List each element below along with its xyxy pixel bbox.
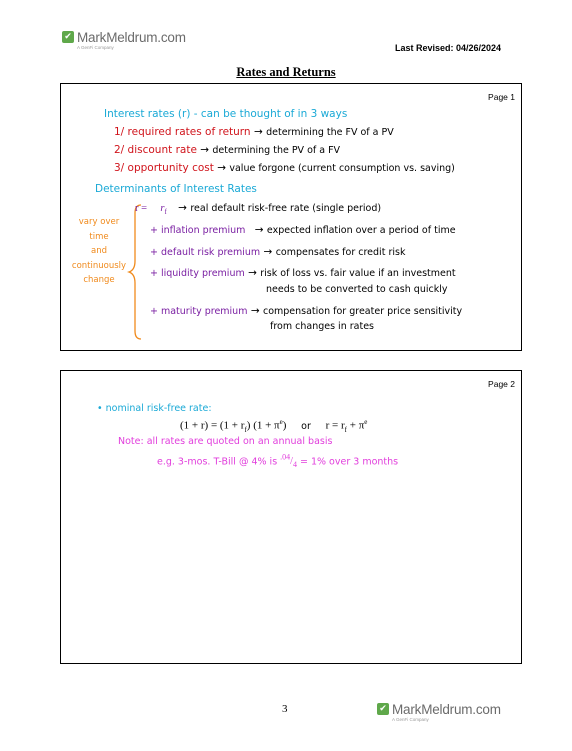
nominal-rate-bullet: • nominal risk-free rate: [97,403,212,414]
way-desc: value forgone (current consumption vs. saving) [229,163,455,174]
side-note-line: and [91,246,107,256]
side-note-line: vary over [78,217,120,227]
checkmark-icon: ✔ [62,31,74,43]
side-note-line: continuously [71,260,127,271]
fraction-denominator: 4 [292,460,297,470]
r-equals: r = [135,203,148,214]
heading-text: Interest rates (r) - can be thought of in 3 ways [104,108,348,120]
rf-desc: real default risk-free rate (single period) [190,203,382,214]
page-label: Page 1 [488,92,515,102]
formula-part: + π [347,419,365,432]
logo-text: MarkMeldrum.com [392,702,501,717]
page-label: Page 2 [488,379,515,389]
formula-part: ) [282,419,287,432]
arrow-icon: → [200,144,210,156]
tbill-example [157,453,398,469]
or-text: or [301,420,311,432]
brace-icon [127,203,147,341]
premium-default [150,246,405,258]
premium-label: + maturity premium [150,306,248,317]
formula-sub: f [244,425,247,434]
rf-symbol [160,203,167,217]
arrow-icon: → [254,224,264,236]
way-label: 3/ opportunity cost [114,162,214,174]
way-label: 2/ discount rate [114,144,197,156]
premium-label: + default risk premium [150,247,261,258]
checkmark-icon: ✔ [377,703,389,715]
way-1 [114,126,394,138]
arrow-icon: → [178,202,187,214]
side-note [63,215,135,288]
way-desc: determining the PV of a FV [212,145,341,156]
premium-maturity-cont: from changes in rates [270,321,374,332]
formula-sup: e [364,418,368,426]
formula-sup: e [279,418,283,426]
way-desc: determining the FV of a PV [266,127,394,138]
way-label: 1/ required rates of return [114,126,251,138]
fraction-numerator: .04 [280,453,291,462]
nominal-rate-formula [180,418,367,434]
arrow-icon: → [248,267,257,279]
premium-desc: risk of loss vs. fair value if an investment [260,268,456,279]
logo-subtitle: A GenFi Company [77,45,114,50]
premium-desc: compensation for greater price sensitivity [262,306,463,317]
interest-rates-heading [104,108,347,120]
premium-liquidity-cont: needs to be converted to cash quickly [266,284,448,295]
premium-liquidity [150,267,456,279]
rf-letter: r [160,203,165,214]
annual-basis-note: Note: all rates are quoted on an annual basis [118,436,333,447]
slide-page-2 [60,370,522,664]
arrow-icon: → [253,126,263,138]
logo-text: MarkMeldrum.com [77,30,186,45]
premium-label: + liquidity premium [150,268,245,279]
document-title: Rates and Returns [236,65,336,79]
slide-page-1 [60,83,522,351]
last-revised: Last Revised: 04/26/2024 [395,43,502,53]
premium-maturity [150,305,462,317]
rf-sub: f [164,208,167,217]
side-note-line: time [89,231,109,242]
formula-part: ) (1 + π [246,419,280,432]
premium-desc: expected inflation over a period of time [266,225,456,236]
determinants-heading: Determinants of Interest Rates [95,183,257,195]
formula-part: r = r [325,419,345,432]
page-number: 3 [282,703,288,715]
premium-desc: compensates for credit risk [275,247,406,258]
premium-inflation [150,224,456,236]
formula-part: (1 + r) = (1 + r [180,419,245,432]
formula-sub: f [344,425,347,434]
example-post: = 1% over 3 months [299,456,399,468]
example-fraction: $^{.04}/_4$ [280,453,297,470]
way-3 [114,162,455,174]
arrow-icon: → [263,246,273,258]
footer-logo [377,702,501,722]
way-2 [114,144,340,156]
risk-free-row [135,202,381,216]
arrow-icon: → [217,162,227,174]
side-note-line: change [83,275,115,285]
premium-label: + inflation premium [150,225,246,236]
arrow-icon: → [250,305,260,317]
example-pre: e.g. 3-mos. T-Bill @ 4% is [157,456,278,468]
header-logo [62,30,186,50]
logo-subtitle: A GenFi Company [392,717,429,722]
